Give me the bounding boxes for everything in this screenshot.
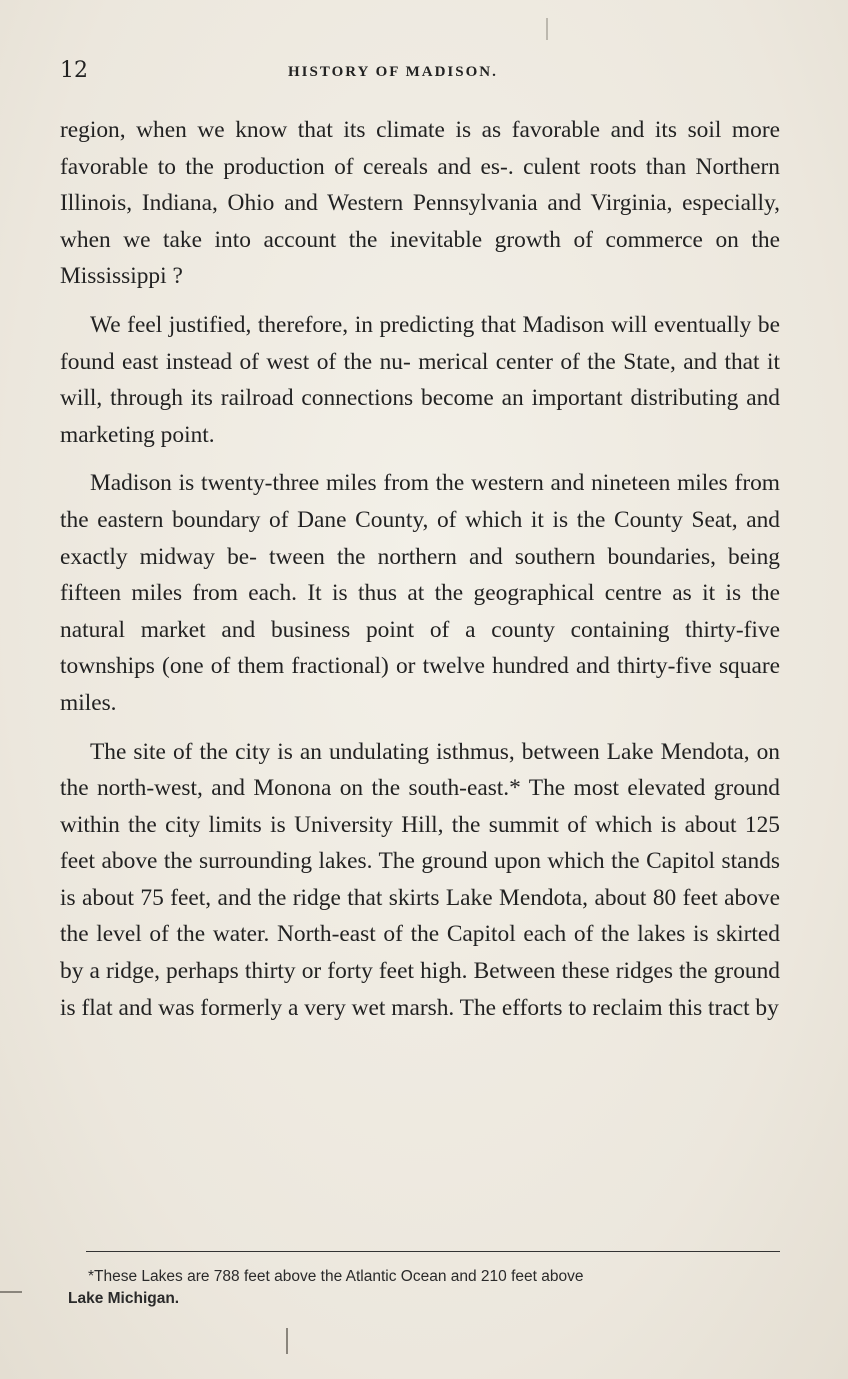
- footnote: [68, 1266, 788, 1310]
- body-text: [60, 112, 780, 1038]
- top-stray-mark: [546, 18, 548, 40]
- margin-tick-mark: [0, 1291, 22, 1293]
- bottom-stray-mark: [286, 1328, 288, 1354]
- paragraph-3: Madison is twenty-three miles from the western and nineteen miles from the eastern boundary of Dane County, of which it is the County Seat, and exactly midway be- tween the northern and southern boundaries, being fifteen miles from each. It is thus at the geographical centre as it is the natural market and business point of a county containing thirty-five townships (one of them fractional) or twelve hundred and thirty-five square miles.: [60, 470, 780, 716]
- paragraph-1: region, when we know that its climate is as favorable and its soil more favorable to the production of cereals and es-. culent roots than Northern Illinois, Indiana, Ohio and Western Pennsylvania and Virginia, especially, when we take into account the inevitable growth of commerce on the Mississippi ?: [60, 117, 780, 290]
- footnote-line-1: *These Lakes are 788 feet above the Atlantic Ocean and 210 feet above: [88, 1268, 584, 1285]
- page-number: 12: [60, 58, 88, 83]
- paragraph-4: The site of the city is an undulating isthmus, between Lake Mendota, on the north-west, and Monona on the south-east.* The most elevated ground within the city limits is University Hill, the summit of which is about 125 feet above the surrounding lakes. The ground upon which the Capitol stands is about 75 feet, and the ridge that skirts Lake Mendota, about 80 feet above the level of the water. North-east of the Capitol each of the lakes is skirted by a ridge, perhaps thirty or forty feet high. Between these ridges the ground is flat and was formerly a very wet marsh. The efforts to reclaim this tract by: [60, 738, 780, 1021]
- page-header: [60, 58, 780, 86]
- paragraph-2: We feel justified, therefore, in predicting that Madison will eventually be found east instead of west of the nu- merical center of the State, and that it will, through its railroad connections become an important distributing and marketing point.: [60, 311, 780, 448]
- running-title: HISTORY OF MADISON.: [288, 64, 498, 80]
- footnote-line-2: Lake Michigan.: [68, 1290, 180, 1307]
- footnote-rule: [86, 1251, 780, 1252]
